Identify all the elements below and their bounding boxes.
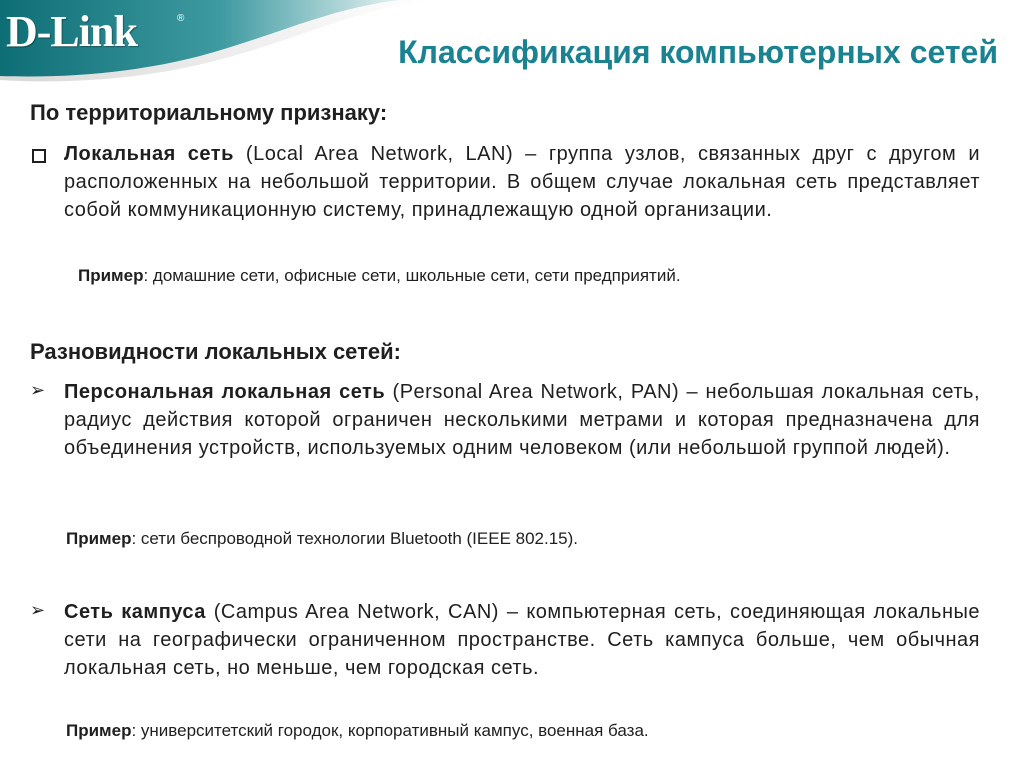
example-pan (66, 529, 578, 549)
list-item-can (30, 598, 980, 682)
registered-mark: ® (177, 13, 185, 24)
slide-title: Классификация компьютерных сетей (398, 34, 998, 70)
item-description (64, 598, 980, 682)
item-description (64, 140, 980, 224)
arrow-bullet-icon: ➢ (30, 600, 46, 620)
arrow-bullet-icon: ➢ (30, 380, 46, 400)
item-term: Локальная сеть (64, 143, 234, 165)
section-heading-territorial: По территориальному признаку: (30, 100, 388, 125)
d-link-logo: D-Link (6, 7, 137, 56)
list-item-pan (30, 378, 980, 462)
item-term: Персональная локальная сеть (64, 381, 386, 403)
example-can (66, 721, 649, 741)
example-label: Пример (66, 721, 132, 740)
item-body: (Campus Area Network, CAN) – компьютерная сеть, соединяющая локальные сети на географически ограниченном пространстве. Сеть кампуса больше, чем обычная локальная сеть, но меньше, чем городская сеть. (64, 601, 980, 679)
example-text: : сети беспроводной технологии Bluetooth (IEEE 802.15). (131, 529, 579, 548)
example-text: : университетский городок, корпоративный кампус, военная база. (131, 721, 649, 740)
slide-header (0, 0, 1024, 110)
example-label: Пример (78, 266, 144, 285)
example-text: : домашние сети, офисные сети, школьные сети, сети предприятий. (143, 266, 681, 285)
list-item-lan (30, 140, 980, 224)
item-description (64, 378, 980, 462)
item-body: (Personal Area Network, PAN) – небольшая локальная сеть, радиус действия которой ограничен несколькими метрами и которая предназначена для объединения устройств, используемых одним человеком (или небольшой группой людей). (64, 381, 981, 459)
example-lan (78, 266, 681, 286)
item-term: Сеть кампуса (64, 601, 206, 623)
item-body: (Local Area Network, LAN) – группа узлов, связанных друг с другом и расположенных на небольшой территории. В общем случае локальная сеть представляет собой коммуникационную систему, принадлежащую одной организации. (64, 143, 980, 221)
section-heading-lan-types: Разновидности локальных сетей: (30, 339, 401, 364)
example-label: Пример (66, 529, 132, 548)
